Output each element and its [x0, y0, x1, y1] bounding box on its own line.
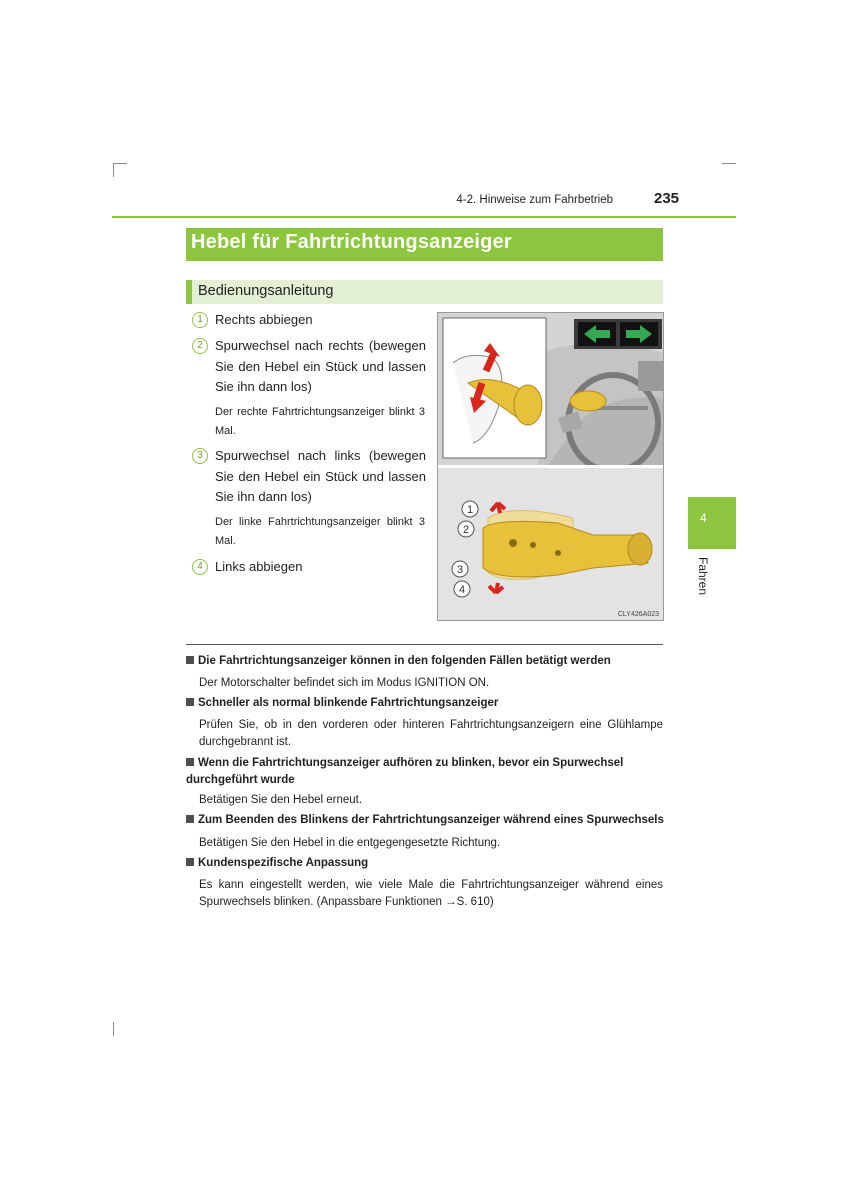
- bullet-square-icon: [186, 758, 194, 766]
- step-text: Links abbiegen: [215, 559, 303, 574]
- step-text: Spurwechsel nach links (bewegen Sie den Hebel ein Stück und lassen Sie ihn dann los): [215, 448, 426, 504]
- info-body: Der Motorschalter befindet sich im Modus IGNITION ON.: [199, 677, 490, 689]
- bullet-square-icon: [186, 815, 194, 823]
- step-item: [192, 310, 426, 331]
- figure-turn-signal-lever: [437, 312, 664, 621]
- subtitle-bar: [186, 280, 663, 304]
- step-number: 3: [192, 448, 208, 464]
- step-number: 4: [192, 559, 208, 575]
- figure-illustration: [438, 313, 663, 620]
- step-item: [192, 446, 426, 508]
- info-body: Betätigen Sie den Hebel erneut.: [199, 794, 363, 806]
- title-bar: [186, 228, 663, 261]
- step-item: [192, 336, 426, 398]
- step-text: Spurwechsel nach rechts (bewegen Sie den Hebel ein Stück und lassen Sie ihn dann los): [215, 338, 426, 394]
- step-item: [192, 557, 426, 578]
- figure-code: CLY426A023: [617, 611, 659, 618]
- info-body: Betätigen Sie den Hebel in die entgegengesetzte Richtung.: [199, 837, 501, 849]
- crop-mark: [113, 163, 114, 177]
- callout-1: 1: [466, 504, 474, 516]
- chapter-label: Fahren: [696, 557, 710, 596]
- bullet-square-icon: [186, 698, 194, 706]
- callout-2: 2: [462, 524, 470, 536]
- crop-mark: [722, 163, 736, 164]
- info-divider: [186, 644, 663, 645]
- crop-mark: [113, 1022, 114, 1036]
- section-heading: 4-2. Hinweise zum Fahrbetrieb: [456, 194, 613, 206]
- bullet-square-icon: [186, 858, 194, 866]
- crop-mark: [113, 163, 127, 164]
- info-heading: Wenn die Fahrtrichtungsanzeiger aufhören zu blinken, bevor ein Spurwechsel durchgeführt wurde: [186, 757, 624, 786]
- step-number: 1: [192, 312, 208, 328]
- subtitle-accent: [186, 280, 192, 304]
- chapter-number: 4: [700, 511, 707, 525]
- step-text: Rechts abbiegen: [215, 312, 313, 327]
- callout-4: 4: [458, 584, 466, 596]
- step-number: 2: [192, 338, 208, 354]
- step-note: Der rechte Fahrtrichtungsanzeiger blinkt 3 Mal.: [215, 406, 425, 437]
- info-body: Prüfen Sie, ob in den vorderen oder hinteren Fahrtrichtungsanzeigern eine Glühlampe durchgebrannt ist.: [199, 719, 663, 748]
- bullet-square-icon: [186, 656, 194, 664]
- page-number: 235: [654, 190, 680, 207]
- info-heading: Schneller als normal blinkende Fahrtrichtungsanzeiger: [186, 697, 498, 709]
- page-title: Hebel für Fahrtrichtungsanzeiger: [191, 231, 512, 253]
- subtitle: Bedienungsanleitung: [198, 283, 334, 299]
- chapter-tab[interactable]: [688, 497, 736, 549]
- header-divider: [112, 216, 736, 218]
- callout-3: 3: [456, 564, 464, 576]
- step-note: Der linke Fahrtrichtungsanzeiger blinkt 3 Mal.: [215, 516, 425, 547]
- info-heading: Kundenspezifische Anpassung: [186, 857, 368, 869]
- info-body: Es kann eingestellt werden, wie viele Male die Fahrtrichtungsanzeiger während eines Spurwechsels blinken. (Anpassbare Funktionen →S. 610): [199, 879, 663, 908]
- info-heading: Zum Beenden des Blinkens der Fahrtrichtungsanzeiger während eines Spurwechsels: [186, 814, 664, 826]
- info-heading: Die Fahrtrichtungsanzeiger können in den folgenden Fällen betätigt werden: [186, 655, 611, 667]
